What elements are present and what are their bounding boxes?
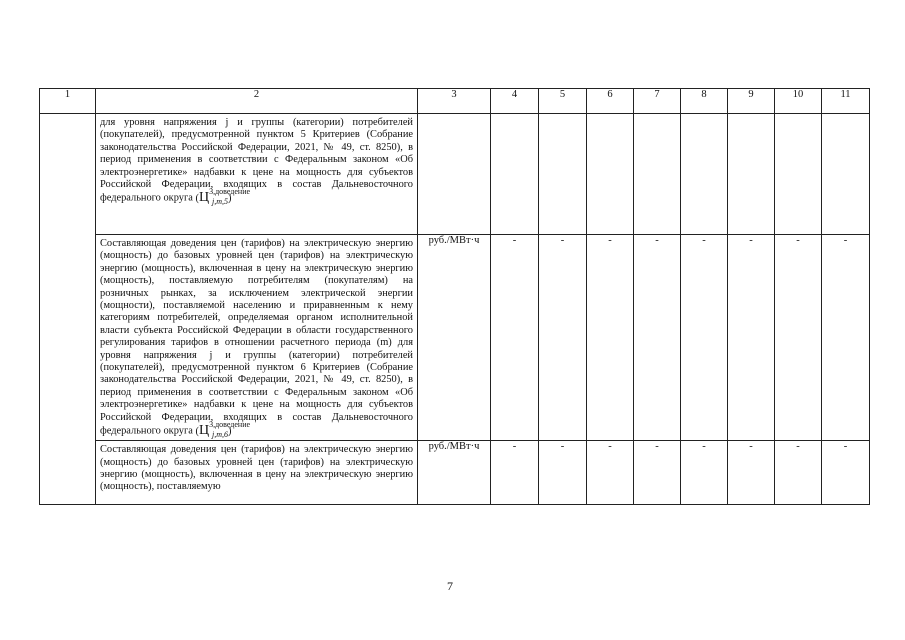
col-number: 11 — [822, 89, 870, 114]
description-cell — [96, 441, 418, 505]
value-cell: - — [491, 441, 539, 505]
table-row-main — [40, 235, 870, 441]
symbol-bracket: ( — [195, 193, 199, 205]
col-number: 10 — [775, 89, 822, 114]
price-symbol — [195, 420, 251, 440]
page-number: 7 — [447, 579, 453, 593]
symbol-superscript: 3,доведение — [209, 187, 251, 197]
value-cell: - — [539, 441, 587, 505]
value-cell: - — [775, 235, 822, 441]
value-cell: - — [681, 441, 728, 505]
table-row-continued — [40, 114, 870, 235]
value-cell: - — [822, 441, 870, 505]
symbol-superscript: 3,доведение — [209, 420, 251, 430]
value-cell: - — [634, 235, 681, 441]
symbol-base: Ц — [198, 423, 210, 439]
unit-cell: руб./МВт·ч — [418, 235, 491, 441]
value-cell: - — [775, 441, 822, 505]
description-cell — [96, 114, 418, 235]
value-cell: - — [822, 235, 870, 441]
table-row-last — [40, 441, 870, 505]
row-index-cell — [40, 114, 96, 505]
col-number: 6 — [587, 89, 634, 114]
value-cell — [634, 114, 681, 235]
value-cell: - — [587, 441, 634, 505]
symbol-bracket: ) — [228, 193, 232, 205]
col-number: 8 — [681, 89, 728, 114]
col-number: 9 — [728, 89, 775, 114]
value-cell — [587, 114, 634, 235]
col-number: 7 — [634, 89, 681, 114]
value-cell: - — [728, 441, 775, 505]
symbol-subscript: j,m,5 — [212, 197, 229, 207]
description-text: Составляющая доведения цен (тарифов) на электрическую энергию (мощность) до базовых уровней цен (тарифов) на электрическую энергию (мощность), включенная в цену на электрическую энергию (мощность), поставляемую — [100, 444, 413, 493]
value-cell — [822, 114, 870, 235]
description-text: для уровня напряжения j и группы (категории) потребителей (покупателей), предусмотренной пунктом 5 Критериев (Собрание законодательства Российской Федерации, 2021, № 49, ст. 8250), в период применения в соответствии с Федеральным законом «Об электроэнергетике» надбавки к цене на мощность для субъектов Российской Федерации, входящих в состав Дальневосточного федерального округа — [100, 117, 413, 204]
value-cell — [681, 114, 728, 235]
symbol-subscript: j,m,6 — [212, 430, 229, 440]
value-cell: - — [728, 235, 775, 441]
value-cell — [539, 114, 587, 235]
value-cell: - — [539, 235, 587, 441]
col-number: 1 — [40, 89, 96, 114]
value-cell — [775, 114, 822, 235]
col-number: 3 — [418, 89, 491, 114]
value-cell — [728, 114, 775, 235]
value-cell: - — [491, 235, 539, 441]
description-text: Составляющая доведения цен (тарифов) на электрическую энергию (мощность) до базовых уровней цен (тарифов) на электрическую энергию (мощность), включенная в цену на электрическую энергию (мощность), поставляемую потребителям (покупателям) на розничных рынках, за исключением электрической энергии (мощности), поставляемой населению и приравненным к нему категориям потребителей, определяемая органом исполнительной власти субъекта Российской Федерации в области государственного регулирования тарифов в отношении расчетного периода (m) для уровня напряжения j и группы (категории) потребителей (покупателей), предусмотренной пунктом 6 Критериев (Собрание законодательства Российской Федерации, 2021, № 49, ст. 8250), в период применения в соответствии с Федеральным законом «Об электроэнергетике» надбавки к цене на мощность для субъектов Российской Федерации, входящих в состав Дальневосточного федерального округа — [100, 238, 413, 437]
value-cell: - — [634, 441, 681, 505]
value-cell — [491, 114, 539, 235]
tariff-table — [39, 88, 870, 505]
unit-cell: руб./МВт·ч — [418, 441, 491, 505]
col-number: 5 — [539, 89, 587, 114]
col-number: 2 — [96, 89, 418, 114]
value-cell: - — [587, 235, 634, 441]
symbol-base: Ц — [198, 190, 210, 206]
price-symbol — [195, 187, 251, 207]
symbol-bracket: ) — [228, 426, 232, 438]
value-cell: - — [681, 235, 728, 441]
col-number: 4 — [491, 89, 539, 114]
symbol-bracket: ( — [195, 426, 199, 438]
column-number-row — [40, 89, 870, 114]
description-cell — [96, 235, 418, 441]
unit-cell — [418, 114, 491, 235]
